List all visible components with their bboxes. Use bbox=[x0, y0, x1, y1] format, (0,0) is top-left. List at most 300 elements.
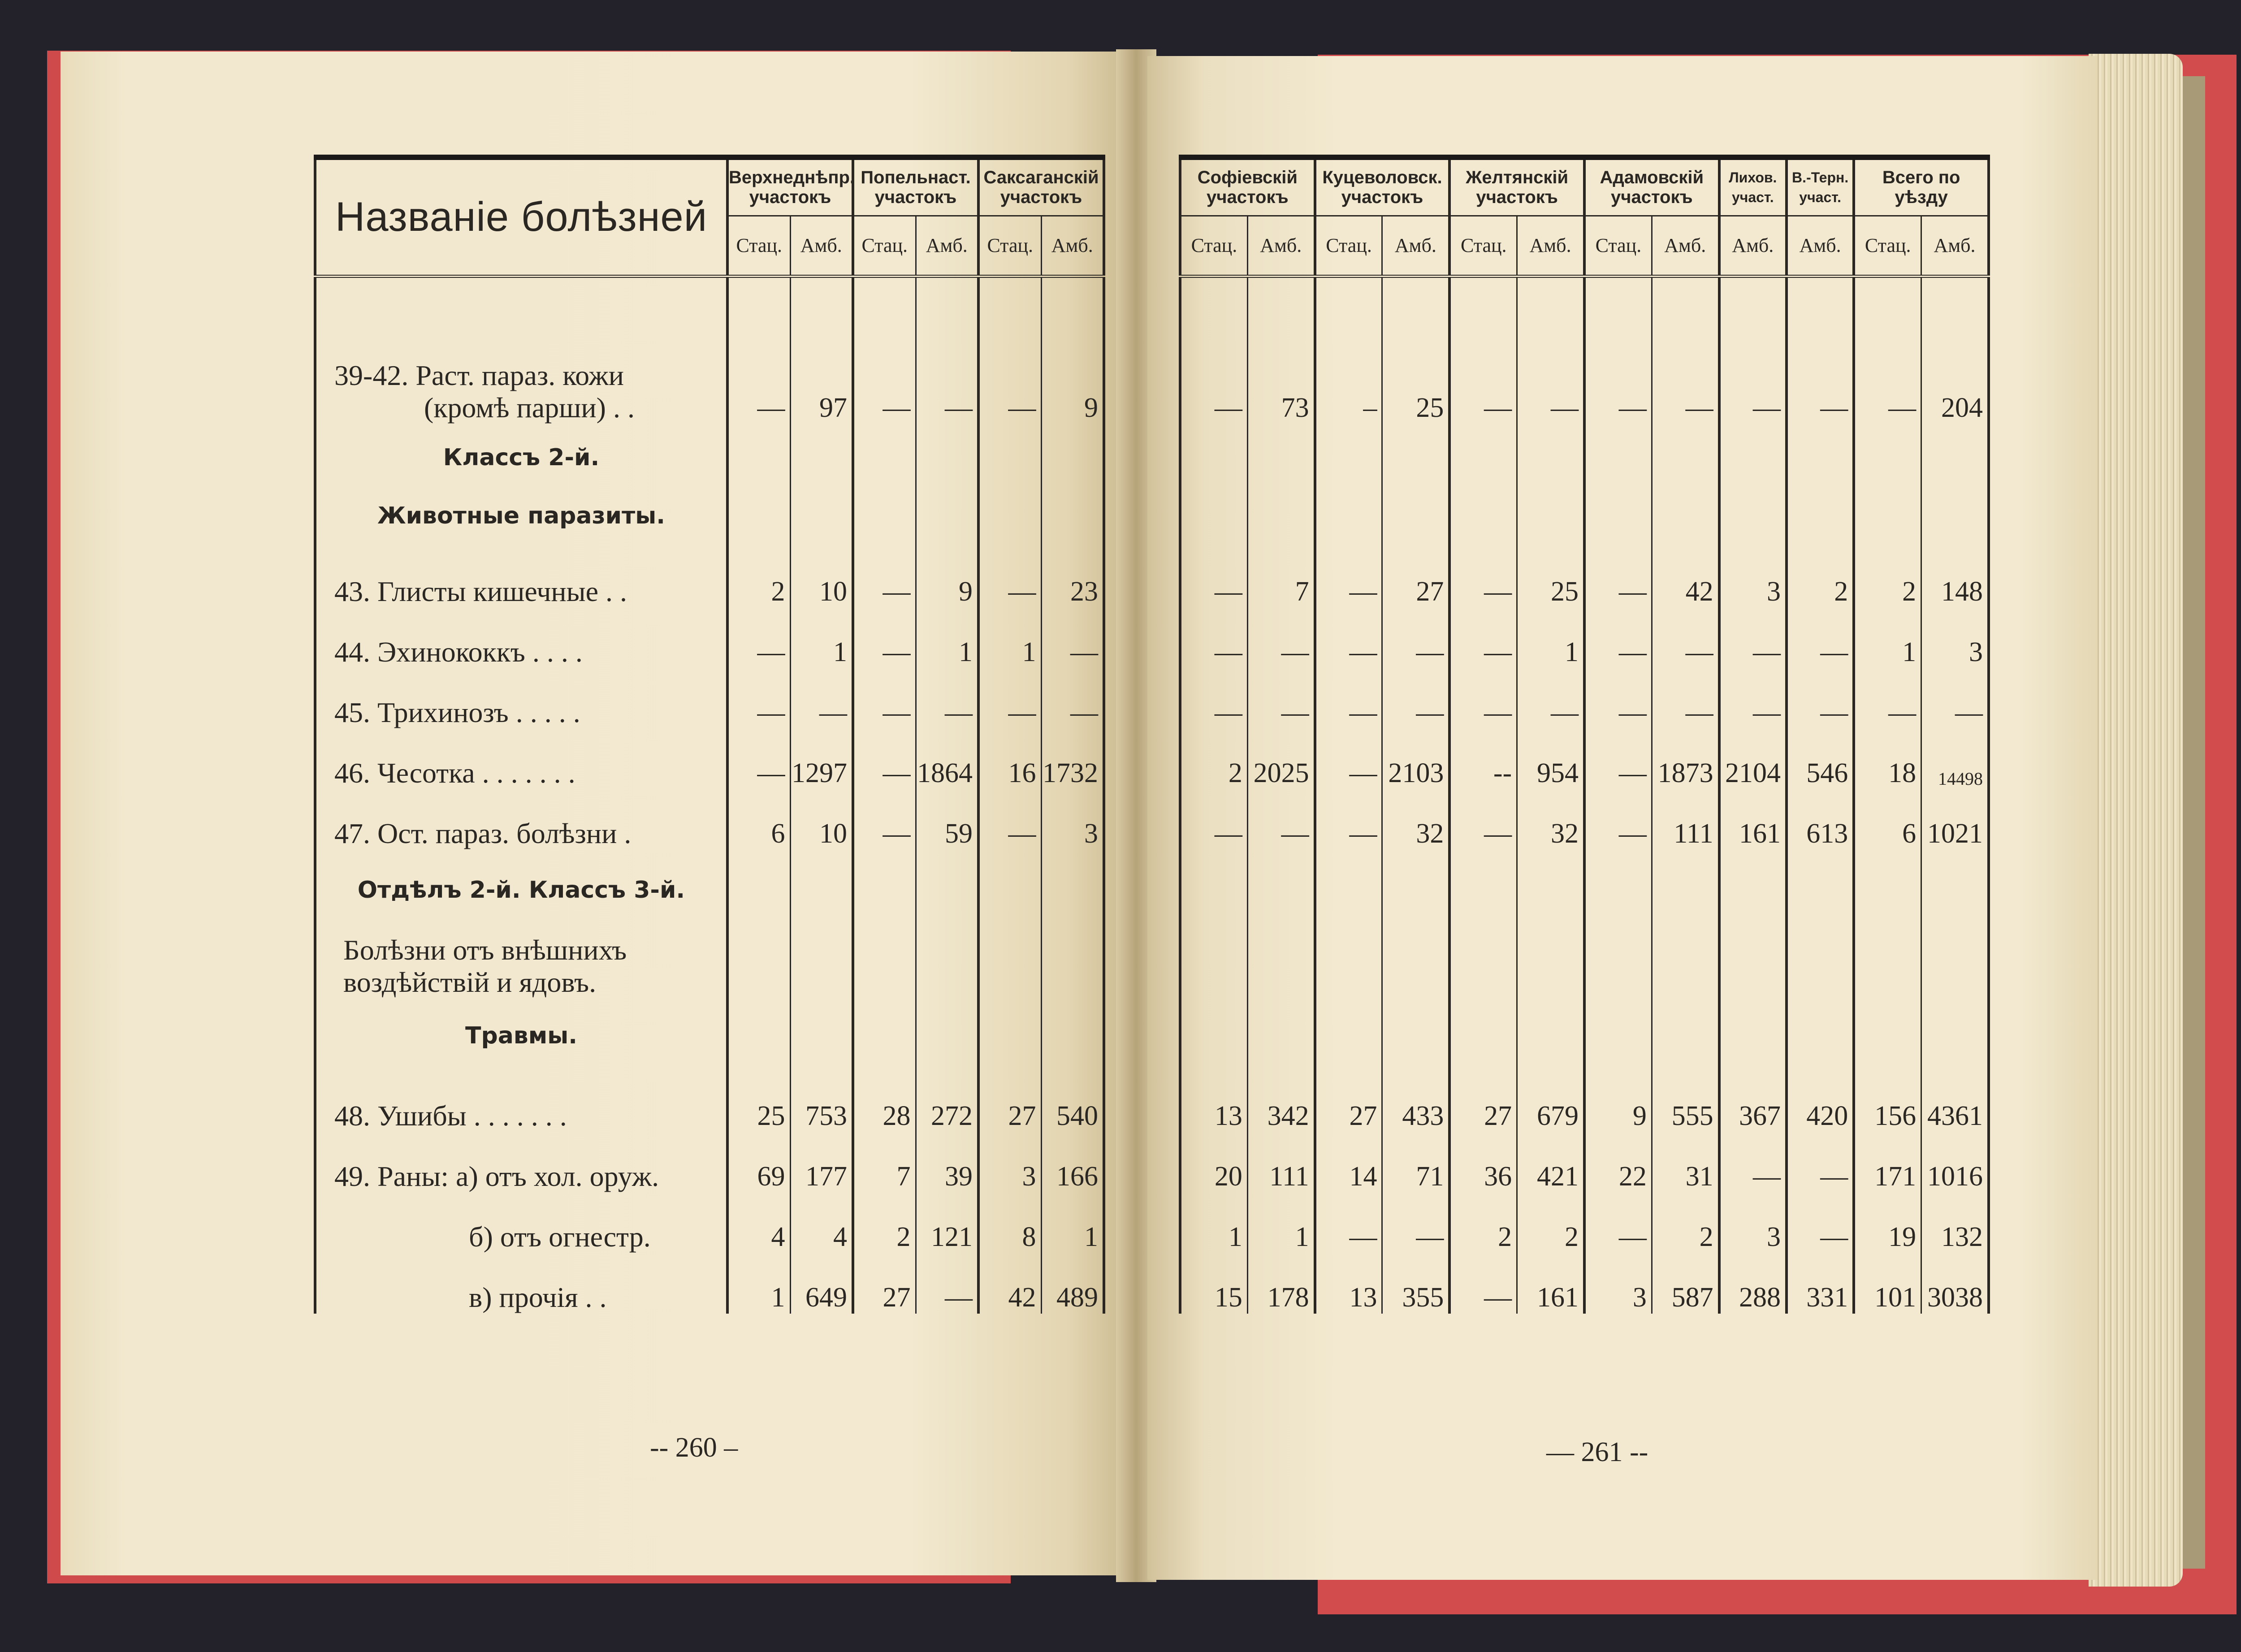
value-cell: – bbox=[1315, 325, 1382, 424]
value-cell bbox=[1787, 1002, 1854, 1069]
value-cell: — bbox=[1449, 789, 1517, 850]
disease-name-line: 45. Трихинозъ . . . . . bbox=[334, 696, 580, 728]
table-row bbox=[1180, 1193, 1989, 1253]
value-cell: — bbox=[1041, 608, 1104, 668]
value-cell: 6 bbox=[727, 789, 790, 850]
value-cell: 587 bbox=[1652, 1253, 1719, 1314]
sub-header: Стац. bbox=[1449, 216, 1517, 276]
spacer-row bbox=[1180, 491, 1989, 541]
value-cell: — bbox=[853, 789, 916, 850]
sub-header-amb: Амб. bbox=[790, 216, 853, 276]
value-cell: 2 bbox=[1517, 1193, 1584, 1253]
value-cell: — bbox=[1449, 608, 1517, 668]
value-cell: 25 bbox=[1382, 325, 1449, 424]
value-cell: 27 bbox=[853, 1253, 916, 1314]
table-row bbox=[1180, 668, 1989, 729]
value-cell bbox=[1921, 491, 1989, 541]
value-cell bbox=[790, 1002, 853, 1069]
value-cell bbox=[1719, 930, 1787, 1002]
value-cell bbox=[1787, 276, 1854, 325]
value-cell bbox=[1652, 930, 1719, 1002]
value-cell bbox=[1517, 276, 1584, 325]
value-cell bbox=[1180, 1002, 1247, 1069]
disease-name-line: 39-42. Раст. параз. кожи bbox=[334, 359, 624, 391]
value-cell bbox=[1247, 491, 1315, 541]
value-cell: 3 bbox=[978, 1132, 1041, 1193]
table-row bbox=[315, 1069, 1104, 1132]
value-cell: — bbox=[1854, 325, 1921, 424]
disease-name bbox=[315, 541, 727, 608]
value-cell bbox=[1652, 1002, 1719, 1069]
value-cell bbox=[916, 1002, 978, 1069]
disease-name-line: 43. Глисты кишечные . . bbox=[334, 575, 627, 607]
value-cell bbox=[916, 424, 978, 491]
value-cell: — bbox=[1180, 668, 1247, 729]
disease-name bbox=[315, 1132, 727, 1193]
value-cell: — bbox=[1719, 1132, 1787, 1193]
value-cell: — bbox=[853, 325, 916, 424]
value-cell: — bbox=[1652, 608, 1719, 668]
value-cell: 489 bbox=[1041, 1253, 1104, 1314]
value-cell bbox=[1584, 491, 1652, 541]
value-cell bbox=[1584, 424, 1652, 491]
sub-header: Амб. bbox=[1517, 216, 1584, 276]
value-cell bbox=[790, 491, 853, 541]
spacer-cell bbox=[1041, 276, 1104, 325]
value-cell bbox=[916, 850, 978, 930]
value-cell: 25 bbox=[727, 1069, 790, 1132]
value-cell bbox=[1719, 491, 1787, 541]
sub-header: Стац. bbox=[1315, 216, 1382, 276]
value-cell: 132 bbox=[1921, 1193, 1989, 1253]
value-cell bbox=[1921, 424, 1989, 491]
table-row bbox=[315, 541, 1104, 608]
value-cell: — bbox=[1584, 729, 1652, 789]
value-cell bbox=[727, 1002, 790, 1069]
disease-name-line: 44. Эхинококкъ . . . . bbox=[334, 636, 583, 668]
value-cell bbox=[727, 424, 790, 491]
value-cell: — bbox=[1315, 729, 1382, 789]
page-number-right: — 261 -- bbox=[1546, 1437, 1648, 1467]
value-cell: — bbox=[1041, 668, 1104, 729]
value-cell: — bbox=[1584, 1193, 1652, 1253]
value-cell: 4361 bbox=[1921, 1069, 1989, 1132]
value-cell bbox=[1652, 850, 1719, 930]
value-cell bbox=[1382, 1002, 1449, 1069]
value-cell: 2104 bbox=[1719, 729, 1787, 789]
value-cell: 111 bbox=[1652, 789, 1719, 850]
table-row bbox=[315, 729, 1104, 789]
value-cell bbox=[853, 491, 916, 541]
value-cell bbox=[1449, 276, 1517, 325]
disease-name bbox=[315, 729, 727, 789]
value-cell bbox=[1652, 424, 1719, 491]
value-cell bbox=[1247, 424, 1315, 491]
disease-name bbox=[315, 1193, 727, 1253]
value-cell bbox=[1584, 930, 1652, 1002]
value-cell bbox=[1041, 930, 1104, 1002]
disease-name bbox=[315, 1069, 727, 1132]
value-cell: — bbox=[916, 668, 978, 729]
value-cell: 7 bbox=[1247, 541, 1315, 608]
value-cell: 171 bbox=[1854, 1132, 1921, 1193]
value-cell bbox=[727, 850, 790, 930]
value-cell: — bbox=[853, 729, 916, 789]
value-cell bbox=[1652, 276, 1719, 325]
value-cell: 22 bbox=[1584, 1132, 1652, 1193]
spacer-cell bbox=[315, 276, 727, 325]
value-cell bbox=[1180, 276, 1247, 325]
value-cell: — bbox=[727, 325, 790, 424]
value-cell: 97 bbox=[790, 325, 853, 424]
value-cell bbox=[1041, 491, 1104, 541]
value-cell bbox=[978, 424, 1041, 491]
value-cell bbox=[1180, 930, 1247, 1002]
value-cell: — bbox=[1315, 789, 1382, 850]
value-cell bbox=[1315, 424, 1382, 491]
value-cell bbox=[853, 850, 916, 930]
page-edges bbox=[2089, 54, 2183, 1587]
value-cell: 8 bbox=[978, 1193, 1041, 1253]
value-cell: — bbox=[978, 789, 1041, 850]
table-row bbox=[315, 668, 1104, 729]
value-cell bbox=[1382, 930, 1449, 1002]
table-row bbox=[1180, 1253, 1989, 1314]
section-heading: Животные паразиты. bbox=[315, 491, 727, 541]
value-cell: 27 bbox=[1315, 1069, 1382, 1132]
value-cell: — bbox=[1247, 608, 1315, 668]
disease-name-line: в) прочія . . bbox=[469, 1281, 607, 1313]
value-cell: 161 bbox=[1719, 789, 1787, 850]
value-cell: 649 bbox=[790, 1253, 853, 1314]
value-cell bbox=[1787, 850, 1854, 930]
value-cell: 272 bbox=[916, 1069, 978, 1132]
value-cell bbox=[978, 930, 1041, 1002]
value-cell bbox=[1449, 850, 1517, 930]
value-cell: 355 bbox=[1382, 1253, 1449, 1314]
table-row bbox=[315, 424, 1104, 491]
value-cell: 1864 bbox=[916, 729, 978, 789]
value-cell: 3 bbox=[1921, 608, 1989, 668]
district-header: Адамовскій участокъ bbox=[1584, 157, 1719, 216]
value-cell: 28 bbox=[853, 1069, 916, 1132]
value-cell bbox=[1247, 276, 1315, 325]
value-cell: 166 bbox=[1041, 1132, 1104, 1193]
value-cell: 3 bbox=[1584, 1253, 1652, 1314]
value-cell: — bbox=[853, 541, 916, 608]
value-cell bbox=[1921, 850, 1989, 930]
value-cell: — bbox=[1180, 789, 1247, 850]
value-cell: — bbox=[1584, 789, 1652, 850]
value-cell: 111 bbox=[1247, 1132, 1315, 1193]
value-cell: 14 bbox=[1315, 1132, 1382, 1193]
value-cell: 1 bbox=[1247, 1193, 1315, 1253]
value-cell bbox=[1517, 1002, 1584, 1069]
value-cell bbox=[1921, 930, 1989, 1002]
value-cell: 13 bbox=[1315, 1253, 1382, 1314]
table-row bbox=[1180, 789, 1989, 850]
table-row bbox=[315, 325, 1104, 424]
value-cell: 18 bbox=[1854, 729, 1921, 789]
value-cell: 9 bbox=[916, 541, 978, 608]
value-cell: — bbox=[1315, 668, 1382, 729]
value-cell: — bbox=[1449, 325, 1517, 424]
spacer-cell bbox=[978, 276, 1041, 325]
value-cell bbox=[1180, 491, 1247, 541]
value-cell: — bbox=[1449, 668, 1517, 729]
value-cell bbox=[1041, 850, 1104, 930]
value-cell: — bbox=[1787, 325, 1854, 424]
value-cell: 73 bbox=[1247, 325, 1315, 424]
disease-name-line: 46. Чесотка . . . . . . . bbox=[334, 757, 575, 789]
value-cell: 31 bbox=[1652, 1132, 1719, 1193]
value-cell bbox=[1382, 850, 1449, 930]
value-cell: 342 bbox=[1247, 1069, 1315, 1132]
value-cell: 4 bbox=[727, 1193, 790, 1253]
district-header: Софіевскій участокъ bbox=[1180, 157, 1315, 216]
value-cell: 1 bbox=[727, 1253, 790, 1314]
value-cell: — bbox=[978, 668, 1041, 729]
sub-header: Амб. bbox=[1719, 216, 1787, 276]
value-cell: — bbox=[790, 668, 853, 729]
value-cell bbox=[1247, 930, 1315, 1002]
value-cell bbox=[853, 930, 916, 1002]
value-cell bbox=[1449, 491, 1517, 541]
value-cell: — bbox=[1652, 325, 1719, 424]
value-cell bbox=[1854, 424, 1921, 491]
value-cell: 3 bbox=[1719, 1193, 1787, 1253]
value-cell bbox=[1719, 276, 1787, 325]
district-header: Лихов. участ. bbox=[1719, 157, 1787, 216]
value-cell: 42 bbox=[978, 1253, 1041, 1314]
value-cell bbox=[1315, 1002, 1382, 1069]
value-cell: — bbox=[1787, 668, 1854, 729]
value-cell bbox=[1247, 1002, 1315, 1069]
value-cell: 4 bbox=[790, 1193, 853, 1253]
value-cell: 7 bbox=[853, 1132, 916, 1193]
table-row bbox=[1180, 729, 1989, 789]
value-cell: — bbox=[1180, 541, 1247, 608]
table-row bbox=[315, 1002, 1104, 1069]
sub-header-stac: Стац. bbox=[727, 216, 790, 276]
value-cell bbox=[978, 1002, 1041, 1069]
value-cell bbox=[790, 424, 853, 491]
value-cell bbox=[727, 491, 790, 541]
value-cell: 2 bbox=[727, 541, 790, 608]
value-cell: — bbox=[978, 541, 1041, 608]
value-cell: 679 bbox=[1517, 1069, 1584, 1132]
value-cell bbox=[1382, 491, 1449, 541]
value-cell: 1 bbox=[1517, 608, 1584, 668]
value-cell: 1732 bbox=[1041, 729, 1104, 789]
value-cell bbox=[1854, 491, 1921, 541]
value-cell bbox=[1787, 491, 1854, 541]
table-row bbox=[315, 608, 1104, 668]
value-cell: 204 bbox=[1921, 325, 1989, 424]
disease-name-line: 47. Ост. параз. болѣзни . bbox=[334, 817, 632, 849]
value-cell bbox=[916, 930, 978, 1002]
value-cell bbox=[1921, 1002, 1989, 1069]
district-header: В.-Терн. участ. bbox=[1787, 157, 1854, 216]
value-cell: 14498 bbox=[1921, 729, 1989, 789]
value-cell: — bbox=[1315, 541, 1382, 608]
value-cell: 177 bbox=[790, 1132, 853, 1193]
left-disease-table bbox=[314, 155, 1105, 1314]
value-cell: 613 bbox=[1787, 789, 1854, 850]
value-cell bbox=[1449, 1002, 1517, 1069]
table-row bbox=[1180, 608, 1989, 668]
value-cell: — bbox=[916, 325, 978, 424]
sub-header: Стац. bbox=[1180, 216, 1247, 276]
value-cell: — bbox=[1787, 1193, 1854, 1253]
value-cell: — bbox=[1584, 608, 1652, 668]
value-cell bbox=[1719, 850, 1787, 930]
disease-name-line: воздѣйствій и ядовъ. bbox=[343, 966, 597, 998]
value-cell: 1297 bbox=[790, 729, 853, 789]
value-cell: 39 bbox=[916, 1132, 978, 1193]
district-header: Верхнеднѣпр. участокъ bbox=[727, 157, 853, 216]
value-cell bbox=[1180, 850, 1247, 930]
value-cell bbox=[1652, 491, 1719, 541]
value-cell: — bbox=[1382, 1193, 1449, 1253]
disease-name-line: 48. Ушибы . . . . . . . bbox=[334, 1100, 567, 1132]
table-row bbox=[315, 491, 1104, 541]
value-cell: 540 bbox=[1041, 1069, 1104, 1132]
value-cell: 1 bbox=[1180, 1193, 1247, 1253]
value-cell bbox=[853, 1002, 916, 1069]
district-header: Желтянскій участокъ bbox=[1449, 157, 1584, 216]
table-row bbox=[315, 1253, 1104, 1314]
value-cell: — bbox=[916, 1253, 978, 1314]
value-cell: 421 bbox=[1517, 1132, 1584, 1193]
value-cell bbox=[1517, 850, 1584, 930]
value-cell: 101 bbox=[1854, 1253, 1921, 1314]
value-cell: 10 bbox=[790, 541, 853, 608]
value-cell: 10 bbox=[790, 789, 853, 850]
disease-name-line: 49. Раны: а) отъ хол. оруж. bbox=[334, 1160, 659, 1192]
value-cell: 156 bbox=[1854, 1069, 1921, 1132]
value-cell bbox=[1854, 850, 1921, 930]
value-cell: 161 bbox=[1517, 1253, 1584, 1314]
disease-name bbox=[315, 789, 727, 850]
value-cell: 1873 bbox=[1652, 729, 1719, 789]
value-cell bbox=[1315, 930, 1382, 1002]
value-cell bbox=[1719, 424, 1787, 491]
value-cell bbox=[1584, 276, 1652, 325]
value-cell: 32 bbox=[1517, 789, 1584, 850]
value-cell: 331 bbox=[1787, 1253, 1854, 1314]
value-cell: — bbox=[1180, 608, 1247, 668]
value-cell: 1 bbox=[790, 608, 853, 668]
value-cell bbox=[1315, 276, 1382, 325]
table-row bbox=[315, 930, 1104, 1002]
value-cell bbox=[1517, 491, 1584, 541]
value-cell: 13 bbox=[1180, 1069, 1247, 1132]
value-cell bbox=[1854, 930, 1921, 1002]
value-cell bbox=[1315, 850, 1382, 930]
value-cell: 6 bbox=[1854, 789, 1921, 850]
value-cell: — bbox=[1584, 668, 1652, 729]
value-cell: 69 bbox=[727, 1132, 790, 1193]
value-cell: — bbox=[1449, 541, 1517, 608]
value-cell: — bbox=[1382, 608, 1449, 668]
value-cell: — bbox=[1449, 1253, 1517, 1314]
value-cell: 555 bbox=[1652, 1069, 1719, 1132]
disease-name-line: (кромѣ парши) . . bbox=[424, 392, 635, 424]
disease-name bbox=[315, 325, 727, 424]
value-cell: 19 bbox=[1854, 1193, 1921, 1253]
value-cell: — bbox=[1247, 668, 1315, 729]
value-cell bbox=[1315, 491, 1382, 541]
value-cell: 27 bbox=[1382, 541, 1449, 608]
disease-name-line: б) отъ огнестр. bbox=[469, 1221, 651, 1253]
value-cell: 3 bbox=[1041, 789, 1104, 850]
value-cell bbox=[1041, 1002, 1104, 1069]
value-cell bbox=[1921, 276, 1989, 325]
sub-header: Амб. bbox=[1247, 216, 1315, 276]
district-header: Саксаганскій участокъ bbox=[978, 157, 1104, 216]
value-cell: — bbox=[853, 668, 916, 729]
table-row bbox=[1180, 541, 1989, 608]
value-cell: 59 bbox=[916, 789, 978, 850]
value-cell bbox=[1584, 850, 1652, 930]
value-cell: 288 bbox=[1719, 1253, 1787, 1314]
district-header: Всего по уѣзду bbox=[1854, 157, 1989, 216]
district-header: Куцеволовск. участокъ bbox=[1315, 157, 1450, 216]
value-cell bbox=[1180, 424, 1247, 491]
spacer-row bbox=[1180, 1002, 1989, 1069]
value-cell: 3 bbox=[1719, 541, 1787, 608]
value-cell bbox=[1449, 424, 1517, 491]
value-cell: — bbox=[1180, 325, 1247, 424]
table-row bbox=[1180, 1132, 1989, 1193]
section-heading: Травмы. bbox=[315, 1002, 727, 1069]
disease-name bbox=[315, 668, 727, 729]
sub-header-stac: Стац. bbox=[853, 216, 916, 276]
value-cell: 1021 bbox=[1921, 789, 1989, 850]
sub-header: Амб. bbox=[1382, 216, 1449, 276]
disease-name bbox=[315, 608, 727, 668]
value-cell: — bbox=[1719, 608, 1787, 668]
district-header: Попельнаст. участокъ bbox=[853, 157, 978, 216]
value-cell: — bbox=[1247, 789, 1315, 850]
disease-name-header: Названіе болѣзней bbox=[315, 157, 727, 276]
sub-header: Амб. bbox=[1921, 216, 1989, 276]
value-cell bbox=[1382, 276, 1449, 325]
value-cell: 1 bbox=[1854, 608, 1921, 668]
value-cell: 32 bbox=[1382, 789, 1449, 850]
value-cell: — bbox=[1854, 668, 1921, 729]
spacer-row bbox=[1180, 930, 1989, 1002]
value-cell: 1016 bbox=[1921, 1132, 1989, 1193]
value-cell bbox=[1787, 424, 1854, 491]
spacer-cell bbox=[790, 276, 853, 325]
value-cell: 2 bbox=[1180, 729, 1247, 789]
disease-name-line: Болѣзни отъ внѣшнихъ bbox=[343, 934, 627, 966]
table-row bbox=[315, 850, 1104, 930]
value-cell bbox=[1584, 1002, 1652, 1069]
value-cell: 23 bbox=[1041, 541, 1104, 608]
value-cell bbox=[853, 424, 916, 491]
value-cell: 2025 bbox=[1247, 729, 1315, 789]
sub-header-stac: Стац. bbox=[978, 216, 1041, 276]
value-cell bbox=[978, 850, 1041, 930]
table-row bbox=[315, 1193, 1104, 1253]
value-cell: -- bbox=[1449, 729, 1517, 789]
value-cell bbox=[1041, 424, 1104, 491]
value-cell bbox=[1787, 930, 1854, 1002]
value-cell: 3038 bbox=[1921, 1253, 1989, 1314]
